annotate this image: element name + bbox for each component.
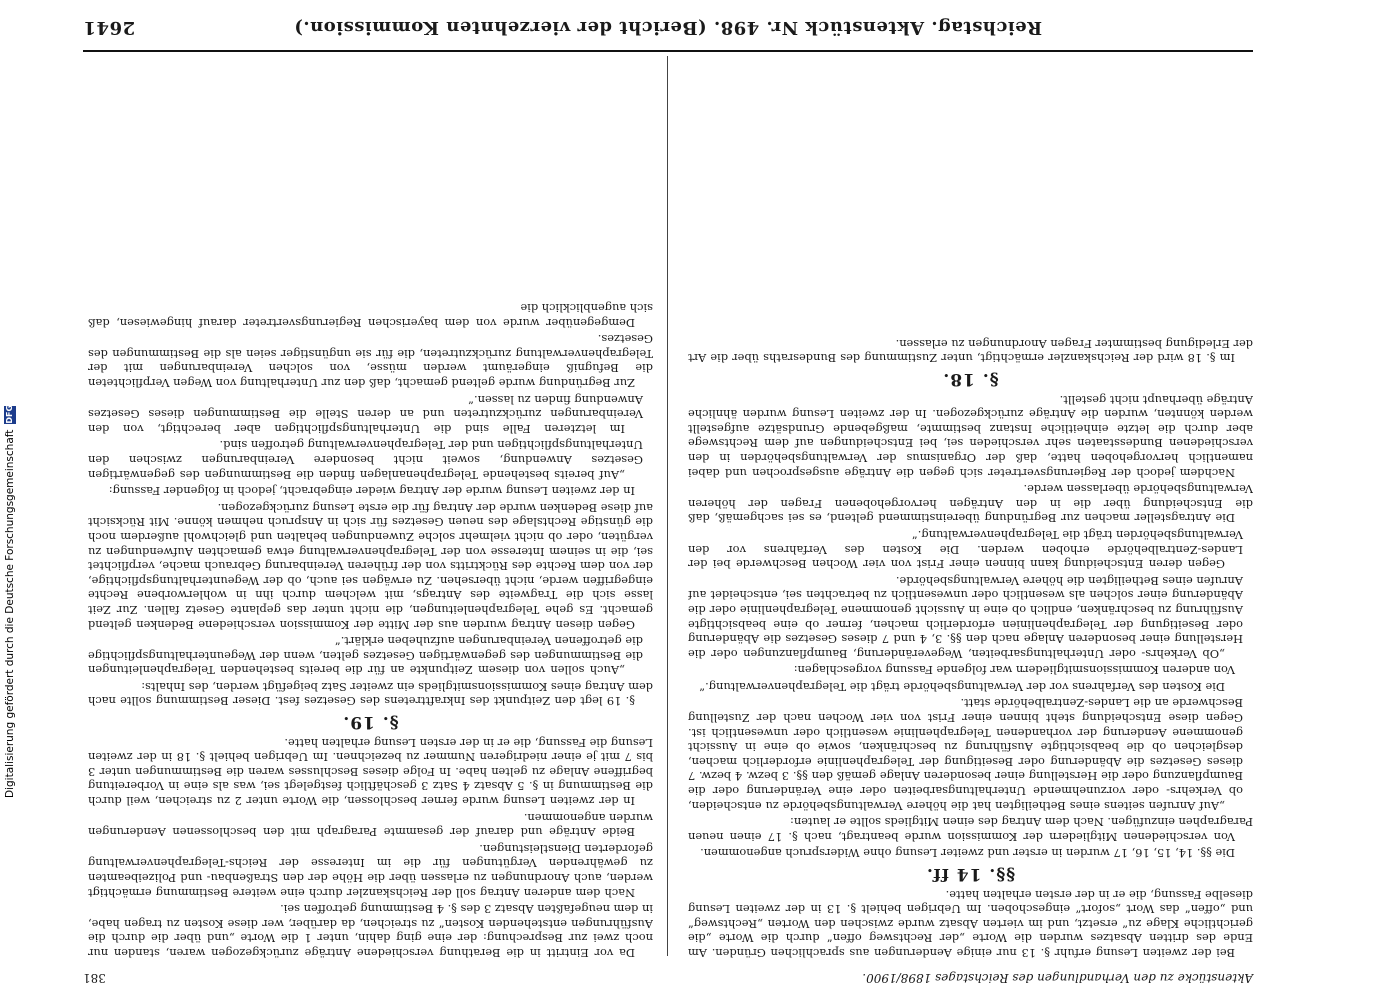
- right-paragraph-12: Demgegenüber wurde von dem bayerischen Regierungsvertreter darauf hingewiesen, daß sich augenblicklich die: [88, 301, 653, 330]
- side-margin: [0, 0, 20, 1000]
- left-paragraph-5: Die Kosten des Verfahrens vor der Verwaltungsbehörde trägt die Telegraphenverwaltung.“: [699, 679, 1225, 694]
- right-paragraph-5: §. 19 legt den Zeitpunkt des Inkrafttretens des Gesetzes fest. Dieser Bestimmung sollte nach dem Antrag eines Kommissionsmitglieds ein zweiter Satz beigefügt werden, des Inhalts:: [88, 679, 653, 709]
- credit-text: Digitalisierung gefördert durch die Deutsche Forschungsgemeinschaft: [4, 429, 16, 798]
- footer-folio: 381: [83, 971, 106, 985]
- section-heading-14ff: §§. 14 ff.: [925, 864, 1016, 885]
- column-divider: [667, 56, 668, 956]
- right-paragraph-10: Im letzteren Falle sind die Unterhaltungspflichtigen aber berechtigt, von den Vereinbarungen zurückzutreten und an deren Stelle die Bestimmungen dieses Gesetzes Anwendung finden zu lassen.“: [88, 392, 643, 436]
- right-paragraph-7: Gegen diesen Antrag wurden aus der Mitte der Kommission verschiedene Bedenken geltend gemacht. Es gehe Telegraphenleitungen, die nicht unter das geplante Gesetz fallen. Zur Zeit lasse sich die Tragweite des Antrags, mit welchem durch ihn in wohlerworbene Rechte eingegriffen werde, nicht übersehen. Zu erwägen sei auch, ob der Wegeunterhaltungspflichtige, der von dem Rechte des Rücktritts von der früheren Vereinbarung Gebrauch mache, verpflichtet sei, die in seinem Interesse von der Telegraphenverwaltung etwa gemachten Aufwendungen zu vergüten, oder ob nicht vielmehr solche Zuwendungen behalten und gleichwohl außerdem noch die günstige Rechtslage des neuen Gesetzes für sich in Anspruch nehmen könne. Mit Rücksicht auf diese Bedenken wurde der Antrag für die erste Lesung zurückgezogen.: [88, 500, 653, 632]
- right-paragraph-9: „Auf bereits bestehende Telegraphenanlagen finden die Bestimmungen des gegenwärtigen Gesetzes Anwendung, soweit nicht besondere Vereinbarungen zwischen den Unterhaltungspflichtigen und der Telegraphenverwaltung getroffen sind.: [88, 438, 643, 482]
- right-paragraph-1: Da vor Eintritt in die Berathung verschiedene Anträge zurückgezogen waren, standen nur noch zwei zur Besprechung: der eine ging dahin, unter 1 die Worte „und über die durch die Ausführungen entstehenden Kosten“ zu streichen, da darüber, wer diese Kosten zu tragen habe, in dem neugefaßten Absatz 3 des §. 4 Bestimmung getroffen sei.: [88, 902, 653, 960]
- left-paragraph-10: Nachdem jedoch der Regierungsvertreter sich gegen die Anträge ausgesprochen und dabei namentlich hervorgehoben hatte, daß der Organismus der Verwaltungsbehörden in den verschiedenen Bundesstaaten sehr verschieden sei, bei Entscheidungen auf dem Rechtswege aber durch die letzte einheitliche Instanz bestimmte, maßgebende Grundsätze aufgestellt werden könnten, wurden die Anträge zurückgezogen. In der zweiten Lesung wurden ähnliche Anträge überhaupt nicht gestellt.: [688, 392, 1253, 480]
- header-rule: [83, 50, 1253, 52]
- right-column: [88, 60, 653, 960]
- left-paragraph-6: Von anderen Kommissionsmitgliedern war folgende Fassung vorgeschlagen:: [793, 663, 1235, 678]
- section-heading-19: §. 19.: [342, 712, 399, 733]
- right-paragraph-2: Nach dem anderen Antrag soll der Reichskanzler durch eine weitere Bestimmung ermächtigt werden, auch Anordnungen zu erlassen über die Höhe der den Straßenbau- und Polizeibeamten zu gewährenden Vergütungen für die im Interesse der Reichs-Telegraphenverwaltung geforderten Dienstleistungen.: [88, 841, 653, 900]
- page-title: Reichstag. Aktenstück Nr. 498. (Bericht der vierzehnten Kommission.): [293, 17, 1043, 39]
- dfg-logo: DFG: [5, 404, 14, 424]
- left-paragraph-9: Die Antragsteller machen zur Begründung übereinstimmend geltend, es sei sachgemäß, daß die Entscheidung über die in den Anträgen hervorgehobenen Fragen der höheren Verwaltungsbehörde überlassen werde.: [688, 482, 1253, 526]
- footer-source: Aktenstücke zu den Verhandlungen des Reichstages 1898/1900.: [862, 971, 1253, 985]
- page-header: [83, 10, 1253, 46]
- left-column: [688, 60, 1253, 960]
- right-paragraph-3: Beide Anträge und darauf der gesammte Paragraph mit den beschlossenen Aenderungen wurden angenommen.: [88, 810, 653, 840]
- left-paragraph-3: Von verschiedenen Mitgliedern der Kommission wurde beantragt, nach §. 17 einen neuen Paragraphen einzufügen. Nach dem Antrag des einen Mitglieds sollte er lauten:: [688, 815, 1253, 844]
- right-paragraph-8: In der zweiten Lesung wurde der Antrag wieder eingebracht, jedoch in folgender Fassung:: [108, 484, 635, 499]
- digitization-credit: [2, 178, 18, 798]
- left-paragraph-4: „Auf Anrufen seitens eines Betheiligten hat die höhere Verwaltungsbehörde zu entscheiden, ob Verkehrs- oder vorzunehmende Unterhaltungsarbeiten oder eine Veränderung oder die Baumpflanzung oder die Herstellung einer besonderen Anlage gemäß den §§. 3 bezw. 4 bezw. 7 dieses Gesetzes die Abänderung oder Beseitigung der Telegraphenlinie erforderlich machen, desgleichen ob die beabsichtigte Ausführung zu beschränken, sowie ob eine in Aussicht genommene Aenderung der vorhandenen Telegraphenlinie wesentlich oder unwesentlich ist. Gegen diese Entscheidung steht binnen einer Frist von vier Wochen nach der Zustellung Beschwerde an die Landes-Zentralbehörde statt.: [688, 696, 1243, 813]
- left-paragraph-7: „Ob Verkehrs- oder Unterhaltungsarbeiten, Wegeveränderung, Baumpflanzungen oder die Herstellung einer besonderen Anlage nach den §§. 3, 4 und 7 dieses Gesetzes die Abänderung oder Beseitigung der Telegraphenlinien erforderlich machen, ferner ob eine beabsichtigte Ausführung zu beschränken, endlich ob eine in Aussicht genommene Telegraphenlinie oder die Abänderung einer solchen als wesentlich oder unwesentlich zu betrachten sei, entscheidet auf Anrufen eines Betheiligten die höhere Verwaltungsbehörde.: [688, 573, 1243, 661]
- left-paragraph-8: Gegen deren Entscheidung kann binnen einer Frist von vier Wochen Beschwerde bei der Landes-Zentralbehörde erhoben werden. Die Kosten des Verfahrens vor den Verwaltungsbehörden trägt die Telegraphenverwaltung.“: [688, 527, 1243, 572]
- page-number: 2641: [83, 17, 136, 39]
- left-paragraph-1: Bei der zweiten Lesung erfuhr §. 13 nur einige Aenderungen aus sprachlichen Gründen. Am Ende des dritten Absatzes wurden die Worte „der Rechtsweg offen“ durch die Worte „die gerichtliche Klage zu“ ersetzt, und im vierten Absatz wurde zwischen den Worten „Rechtsweg“ und „offen“ das Wort „sofort“ eingeschoben. Im Uebrigen behielt §. 13 in der zweiten Lesung dieselbe Fassung, die er in der ersten erhalten hatte.: [688, 887, 1253, 960]
- section-heading-18: §. 18.: [942, 369, 999, 390]
- right-paragraph-6: „Auch sollen von diesem Zeitpunkte an für die bereits bestehenden Telegraphenleitungen die Bestimmungen des gegenwärtigen Gesetzes gelten, wenn der Wegeunterhaltungspflichtige die getroffenen Vereinbarungen aufzuheben erklärt.“: [88, 634, 643, 678]
- left-paragraph-2: Die §§. 14, 15, 16, 17 wurden in erster und zweiter Lesung ohne Widerspruch angenommen.: [700, 846, 1235, 861]
- left-paragraph-11: Im §. 18 wird der Reichskanzler ermächtigt, unter Zustimmung des Bundesraths über die Art der Erledigung bestimmter Fragen Anordnungen zu erlassen.: [688, 336, 1253, 366]
- page-footer: [83, 966, 1253, 990]
- right-paragraph-11: Zur Begründung wurde geltend gemacht, daß den zur Unterhaltung von Wegen Verpflichteten die Befugniß eingeräumt werden müsse, von solchen Vereinbarungen mit der Telegraphenverwaltung zurückzutreten, die für sie ungünstiger seien als die Bestimmungen des Gesetzes.: [88, 332, 653, 391]
- right-paragraph-4: In der zweiten Lesung wurde ferner beschlossen, die Worte unter 2 zu streichen, weil durch die Bestimmung in §. 5 Absatz 4 Satz 3 geschäftlich festgelegt sei, was als eine in Vorbereitung begriffene Anlage zu gelten habe. In Folge dieses Beschlusses waren die Bestimmungen unter 3 bis 7 mit je einer niedrigeren Nummer zu bezeichnen. Im Uebrigen behielt §. 18 in der zweiten Lesung die Fassung, die er in der ersten Lesung erhalten hatte.: [88, 735, 653, 809]
